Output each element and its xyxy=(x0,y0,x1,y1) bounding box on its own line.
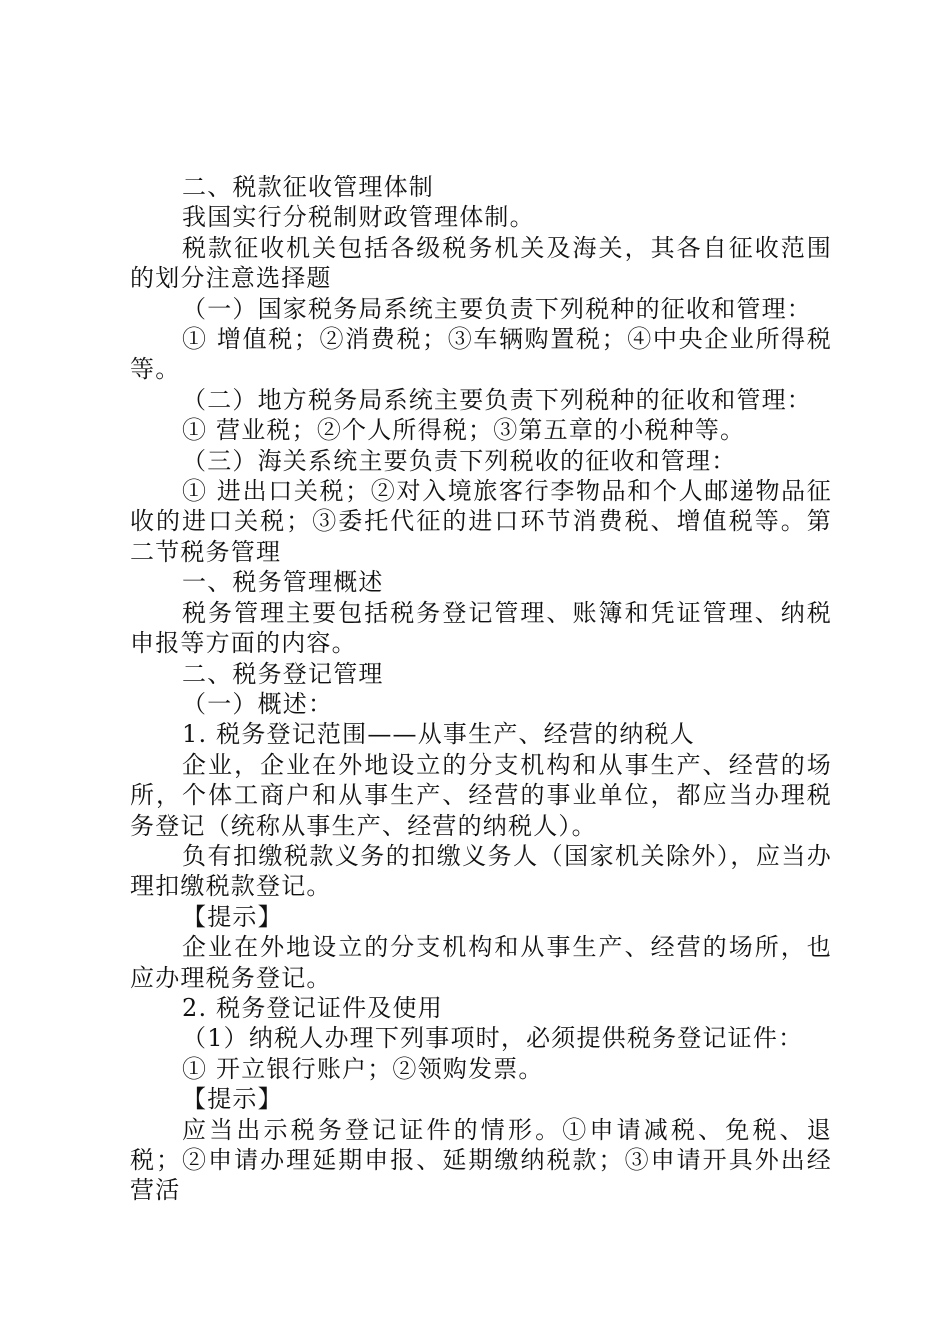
paragraph: 企业在外地设立的分支机构和从事生产、经营的场所，也应办理税务登记。 xyxy=(130,933,832,992)
document-body xyxy=(130,172,832,1206)
numbered-heading: 2. 税务登记证件及使用 xyxy=(182,993,443,1022)
heading-tax-collection-system: 二、税款征收管理体制 xyxy=(182,173,434,201)
subheading: （二）地方税务局系统主要负责下列税种的征收和管理： xyxy=(182,385,812,414)
paragraph: 税款征收机关包括各级税务机关及海关，其各自征收范围的划分注意选择题 xyxy=(130,233,832,293)
list-paragraph: ① 营业税；②个人所得税；③第五章的小税种等。 xyxy=(182,416,746,445)
list-paragraph: ① 增值税；②消费税；③车辆购置税；④中央企业所得税等。 xyxy=(130,325,832,384)
paragraph: 企业，企业在外地设立的分支机构和从事生产、经营的场所，个体工商户和从事生产、经营的事业单位，都应当办理税务登记（统称从事生产、经营的纳税人）。 xyxy=(130,750,832,840)
subheading: （一）概述： xyxy=(182,689,334,718)
paragraph: 税务管理主要包括税务登记管理、账簿和凭证管理、纳税申报等方面的内容。 xyxy=(130,598,832,658)
list-paragraph: ① 进出口关税；②对入境旅客行李物品和个人邮递物品征收的进口关税；③委托代征的进口环节消费税、增值税等。第二节税务管理 xyxy=(130,477,832,566)
subheading: （三）海关系统主要负责下列税收的征收和管理： xyxy=(182,446,737,475)
subheading: （1）纳税人办理下列事项时，必须提供税务登记证件： xyxy=(182,1024,804,1053)
paragraph: 应当出示税务登记证件的情形。①申请减税、免税、退税；②申请办理延期申报、延期缴纳税款；③申请开具外出经营活 xyxy=(130,1115,832,1205)
subheading: （一）国家税务局系统主要负责下列税种的征收和管理： xyxy=(182,294,812,323)
tip-label: 【提示】 xyxy=(182,902,283,931)
paragraph: 我国实行分税制财政管理体制。 xyxy=(182,203,535,232)
numbered-heading: 1. 税务登记范围——从事生产、经营的纳税人 xyxy=(182,720,695,749)
heading-tax-management-overview: 一、税务管理概述 xyxy=(182,568,384,597)
paragraph: 负有扣缴税款义务的扣缴义务人（国家机关除外），应当办理扣缴税款登记。 xyxy=(130,841,832,901)
tip-label: 【提示】 xyxy=(182,1085,283,1114)
list-paragraph: ① 开立银行账户；②领购发票。 xyxy=(182,1054,544,1083)
heading-tax-registration: 二、税务登记管理 xyxy=(182,659,384,688)
